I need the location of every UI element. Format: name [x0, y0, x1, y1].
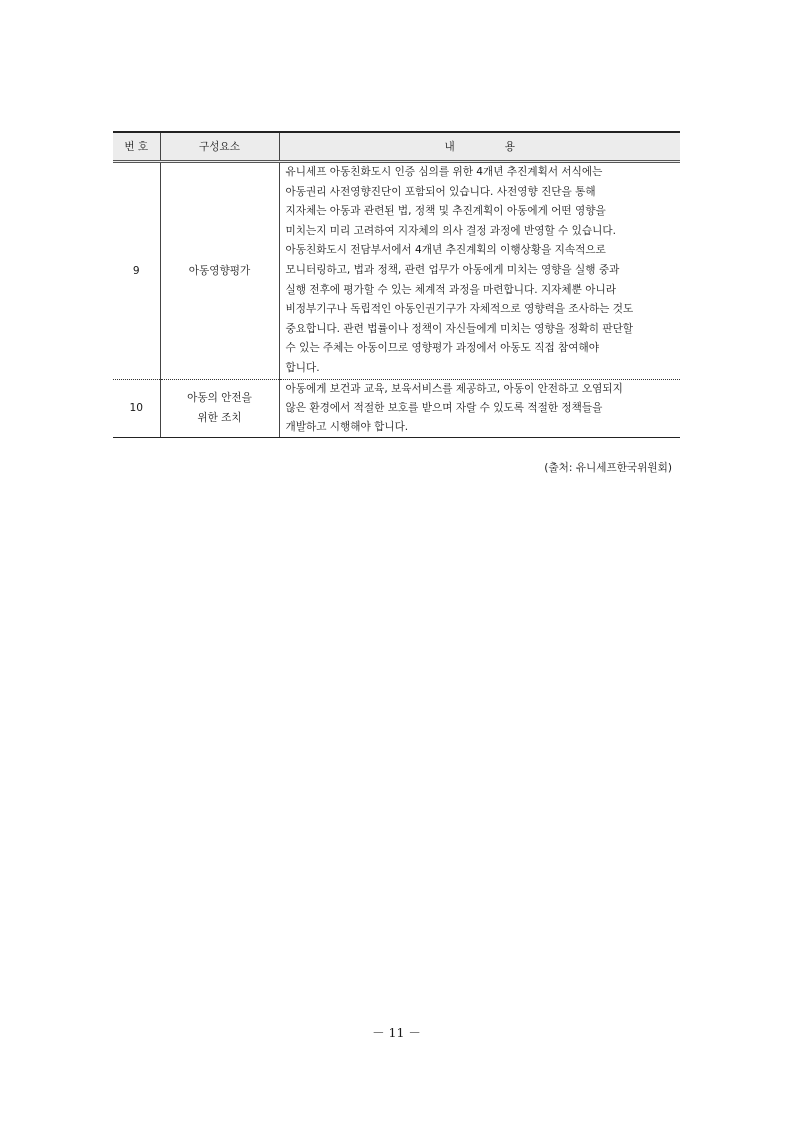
row-element-line: 아동영향평가	[188, 264, 251, 277]
content-line: 아동친화도시 전담부서에서 4개년 추진계획의 이행상황을 지속적으로	[285, 244, 606, 257]
content-line: 지자체는 아동과 관련된 법, 정책 및 추진계획이 아동에게 어떤 영향을	[285, 205, 606, 218]
row-element-line: 아동의 안전을	[187, 392, 252, 405]
source-note: (출처: 유니세프한국위원회)	[544, 462, 672, 474]
content-line: 모니터링하고, 법과 정책, 관련 업무가 아동에게 미치는 영향을 실행 중과	[285, 263, 620, 276]
content-line: 않은 환경에서 적절한 보호를 받으며 자랄 수 있도록 적절한 정책들을	[285, 401, 603, 414]
header-content	[279, 132, 680, 162]
row-element	[160, 162, 279, 380]
header-number: 번 호	[113, 132, 160, 162]
table-header-row	[113, 132, 680, 162]
content-line: 수 있는 주체는 아동이므로 영향평가 과정에서 아동도 직접 참여해야	[285, 342, 599, 355]
row-content	[279, 379, 680, 438]
row-number: 9	[113, 162, 160, 380]
content-line: 아동권리 사전영향진단이 포함되어 있습니다. 사전영향 진단을 통해	[285, 185, 596, 198]
row-element	[160, 379, 279, 438]
content-line: 비정부기구나 독립적인 아동인권기구가 자체적으로 영향력을 조사하는 것도	[285, 303, 634, 316]
table-row	[113, 162, 680, 380]
content-line: 유니세프 아동친화도시 인증 심의를 위한 4개년 추진계획서 서식에는	[285, 166, 603, 178]
table-row	[113, 379, 680, 438]
content-line: 미치는지 미리 고려하여 지자체의 의사 결정 과정에 반영할 수 있습니다.	[285, 224, 616, 237]
content-line: 중요합니다. 관련 법률이나 정책이 자신들에게 미치는 영향을 정확히 판단할	[285, 322, 634, 335]
content-line: 실행 전후에 평가할 수 있는 체계적 과정을 마련합니다. 지자체뿐 아니라	[285, 283, 616, 296]
row-content	[279, 162, 680, 380]
content-line: 개발하고 시행해야 합니다.	[285, 421, 409, 434]
content-table	[113, 131, 680, 438]
content-line: 아동에게 보건과 교육, 보육서비스를 제공하고, 아동이 안전하고 오염되지	[285, 382, 623, 395]
page-number: － 11 －	[372, 1025, 421, 1040]
content-line: 합니다.	[285, 361, 320, 374]
header-element: 구성요소	[160, 132, 279, 162]
row-element-line: 위한 조치	[197, 412, 242, 425]
header-content-label: 내 용	[444, 141, 539, 153]
row-number: 10	[113, 379, 160, 438]
